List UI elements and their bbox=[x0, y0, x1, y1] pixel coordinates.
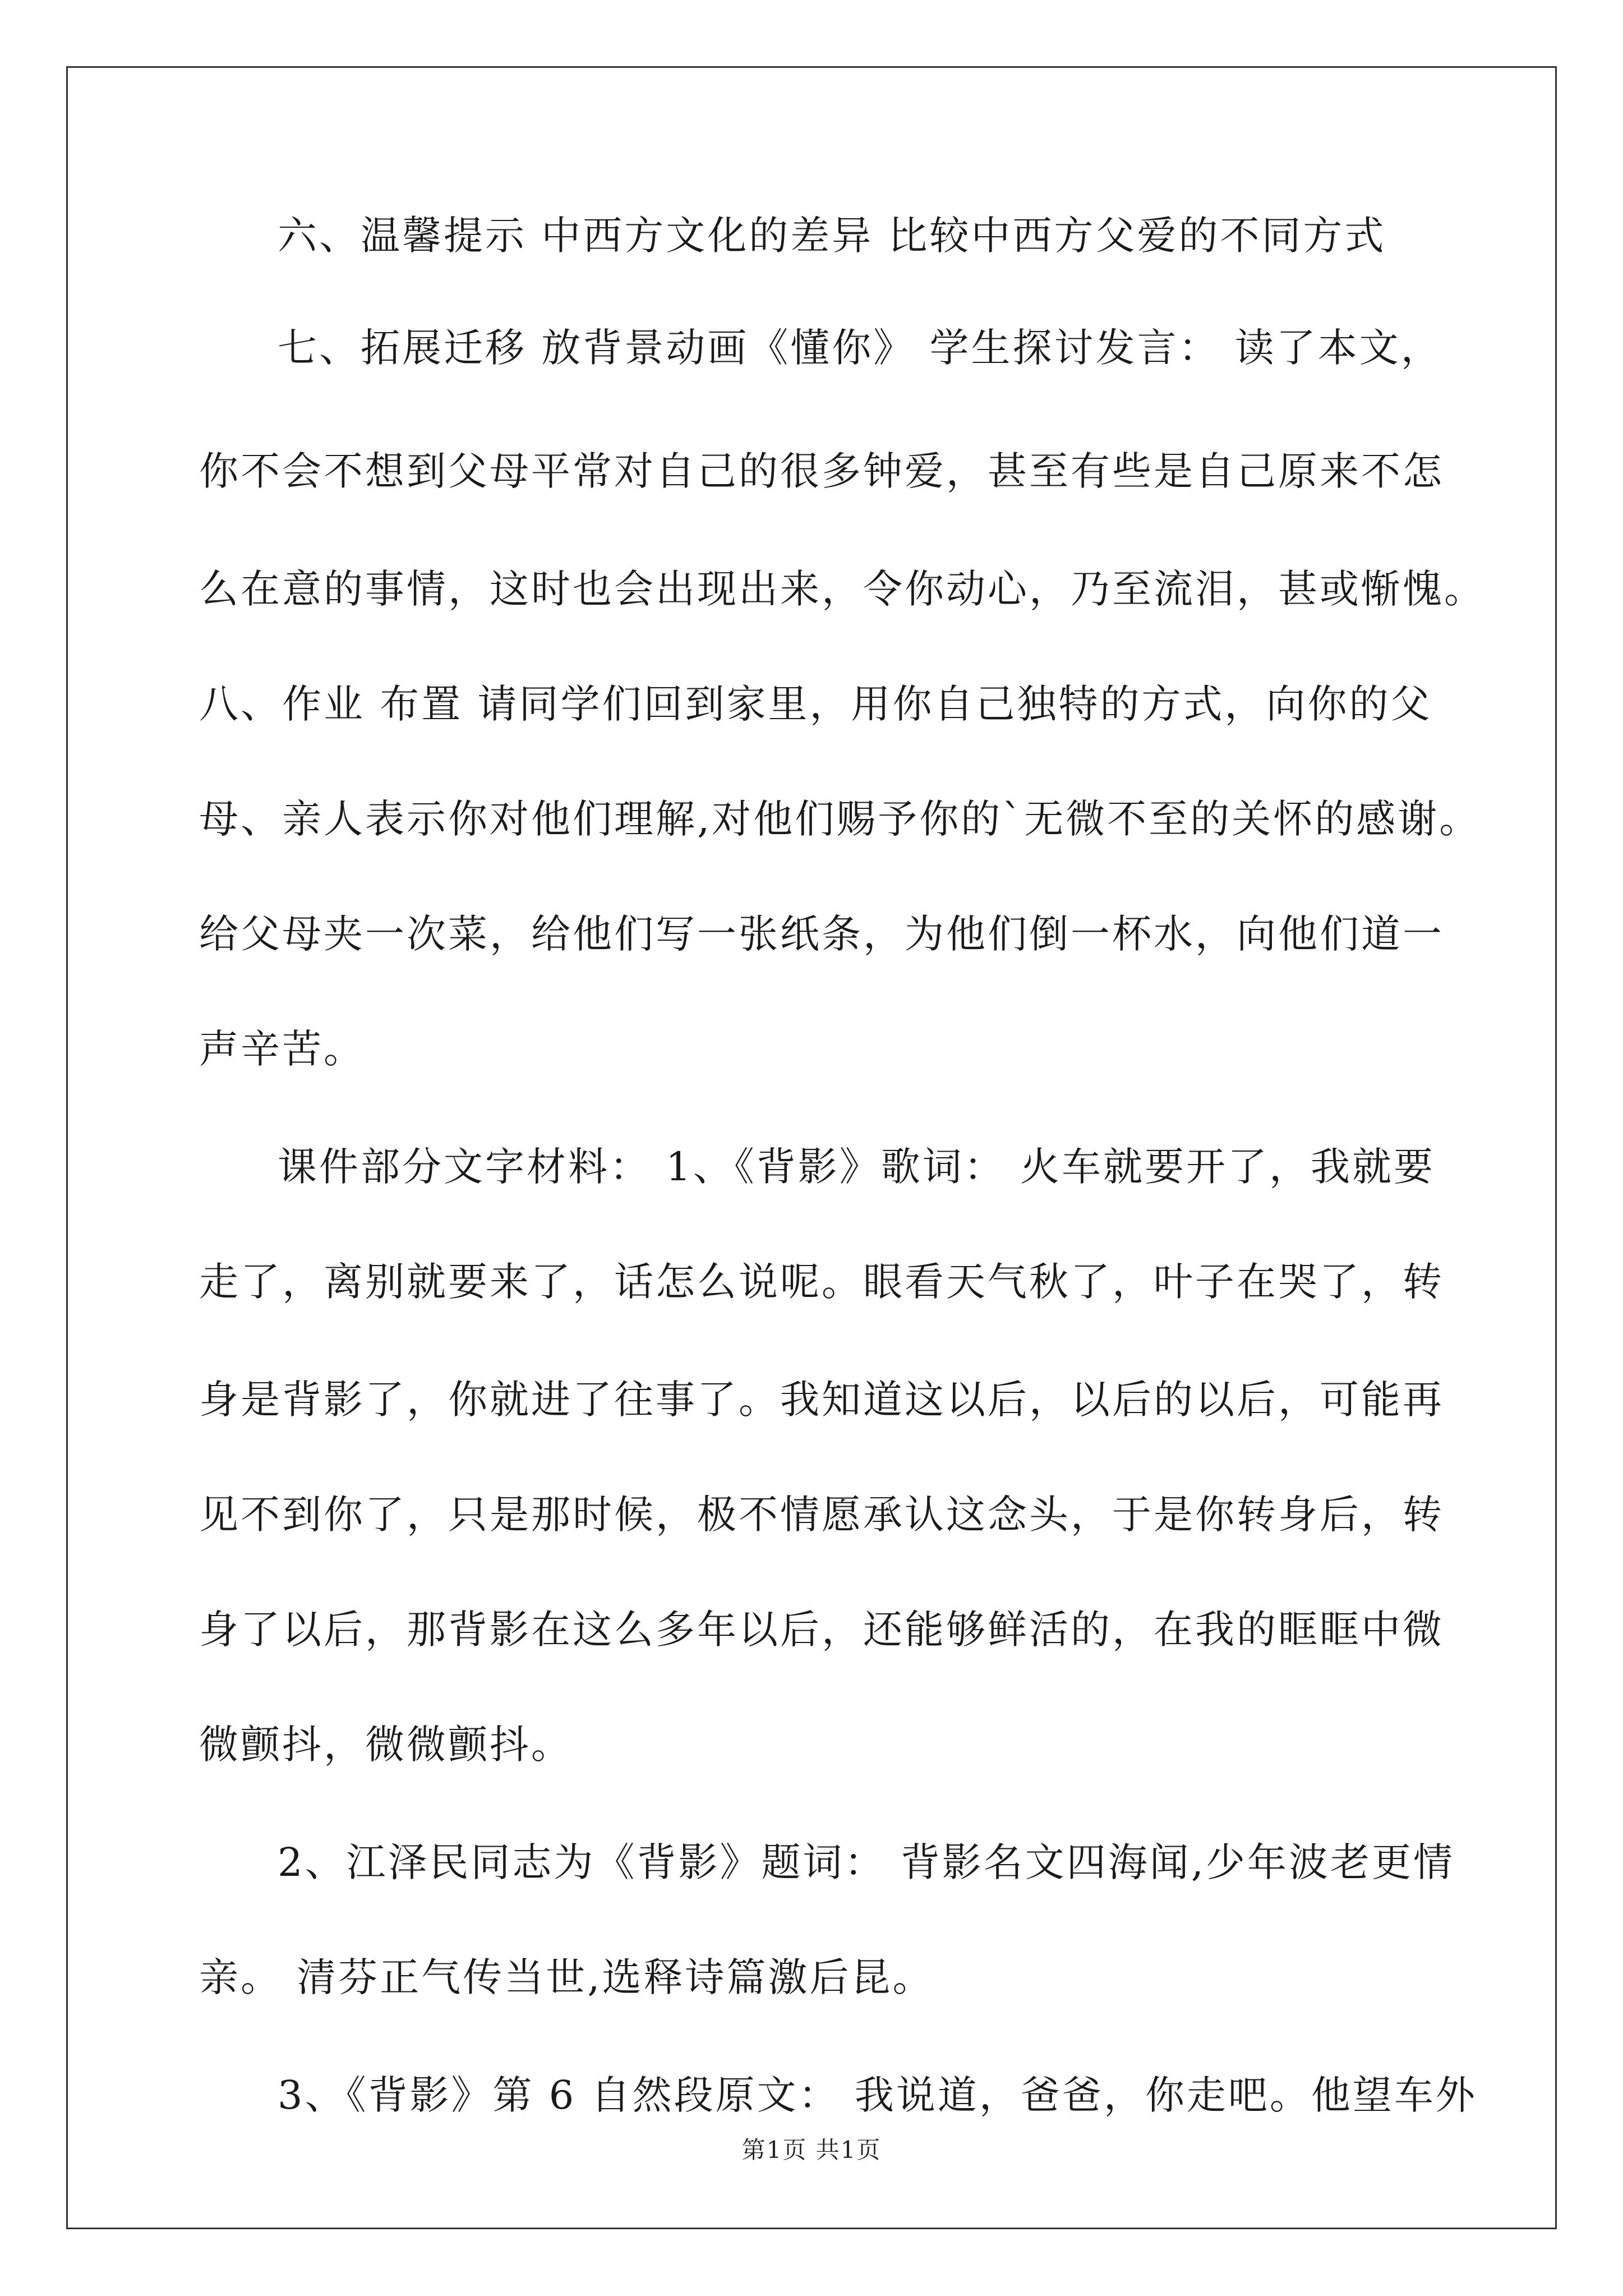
paragraph-line: 七、拓展迁移 放背景动画《懂你》 学生探讨发言： 读了本文， bbox=[278, 325, 1442, 371]
paragraph-line: 八、作业 布置 请同学们回到家里，用你自己独特的方式，向你的父 bbox=[199, 681, 1432, 727]
paragraph-line: 母、亲人表示你对他们理解,对他们赐予你的`无微不至的关怀的感谢。 bbox=[199, 796, 1481, 842]
paragraph-line: 走了，离别就要来了，话怎么说呢。眼看天气秋了，叶子在哭了，转 bbox=[199, 1259, 1444, 1305]
paragraph-line: 3、《背影》第 6 自然段原文： 我说道，爸爸，你走吧。他望车外 bbox=[278, 2072, 1477, 2118]
paragraph-line: 六、温馨提示 中西方文化的差异 比较中西方父爱的不同方式 bbox=[278, 213, 1386, 259]
paragraph-line: 见不到你了，只是那时候，极不情愿承认这念头，于是你转身后，转 bbox=[199, 1492, 1444, 1538]
page-number-label: 第1页 共1页 bbox=[741, 2136, 882, 2164]
paragraph-line: 身是背影了，你就进了往事了。我知道这以后，以后的以后，可能再 bbox=[199, 1377, 1444, 1423]
page-footer bbox=[0, 2132, 1623, 2165]
paragraph-line: 身了以后，那背影在这么多年以后，还能够鲜活的，在我的眶眶中微 bbox=[199, 1607, 1444, 1653]
paragraph-line: 2、江泽民同志为《背影》题词： 背影名文四海闻,少年波老更情 bbox=[278, 1839, 1455, 1885]
paragraph-line: 亲。 清芬正气传当世,选释诗篇激后昆。 bbox=[199, 1954, 934, 2000]
paragraph-line: 课件部分文字材料： 1、《背影》歌词： 火车就要开了，我就要 bbox=[278, 1144, 1436, 1190]
paragraph-line: 么在意的事情，这时也会出现出来，令你动心，乃至流泪，甚或惭愧。 bbox=[199, 566, 1486, 612]
paragraph-line: 给父母夹一次菜，给他们写一张纸条，为他们倒一杯水，向他们道一 bbox=[199, 911, 1444, 957]
paragraph-line: 声辛苦。 bbox=[199, 1026, 365, 1072]
paragraph-line: 微颤抖，微微颤抖。 bbox=[199, 1722, 573, 1768]
paragraph-line: 你不会不想到父母平常对自己的很多钟爱，甚至有些是自己原来不怎 bbox=[199, 448, 1444, 494]
